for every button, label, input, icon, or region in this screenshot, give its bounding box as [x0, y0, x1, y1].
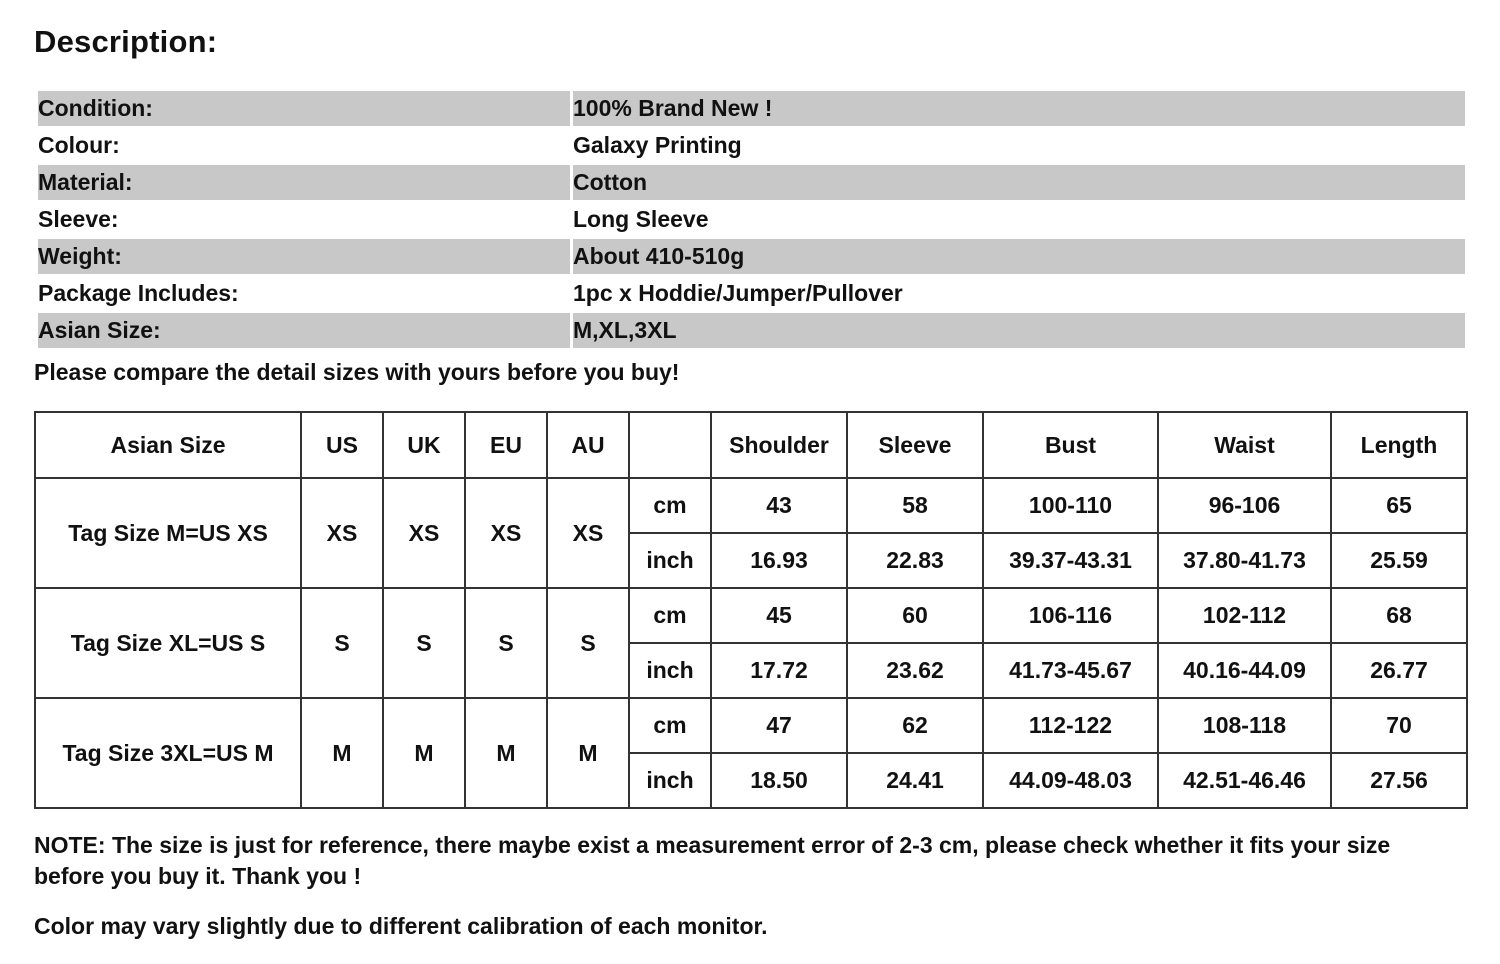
spec-label: Colour: [38, 132, 120, 158]
uk-size-cell: XS [383, 478, 465, 588]
spec-value: 100% Brand New ! [570, 89, 1465, 128]
asian-size-cell: Tag Size XL=US S [35, 588, 301, 698]
page-title: Description: [34, 24, 218, 59]
header-unit [629, 412, 711, 478]
shoulder-cell: 17.72 [711, 643, 847, 698]
spec-label: Condition: [35, 89, 570, 128]
spec-value: M,XL,3XL [570, 311, 1465, 350]
waist-cell: 37.80-41.73 [1158, 533, 1331, 588]
header-asian-size: Asian Size [35, 412, 301, 478]
au-size-cell: M [547, 698, 629, 808]
us-size-cell: M [301, 698, 383, 808]
header-shoulder: Shoulder [711, 412, 847, 478]
size-chart-table [34, 411, 1468, 809]
spec-row-sleeve [35, 202, 1465, 237]
bust-cell: 39.37-43.31 [983, 533, 1158, 588]
header-uk: UK [383, 412, 465, 478]
spec-row-package [35, 276, 1465, 311]
spec-row-colour [35, 128, 1465, 163]
header-au: AU [547, 412, 629, 478]
table-row [35, 588, 1467, 643]
spec-table [35, 89, 1465, 350]
sleeve-cell: 58 [847, 478, 983, 533]
header-sleeve: Sleeve [847, 412, 983, 478]
spec-row-condition [35, 89, 1465, 128]
header-us: US [301, 412, 383, 478]
spec-value: Cotton [570, 163, 1465, 202]
sleeve-cell: 60 [847, 588, 983, 643]
bust-cell: 112-122 [983, 698, 1158, 753]
waist-cell: 102-112 [1158, 588, 1331, 643]
waist-cell: 96-106 [1158, 478, 1331, 533]
length-cell: 68 [1331, 588, 1467, 643]
au-size-cell: S [547, 588, 629, 698]
spec-label: Weight: [35, 237, 570, 276]
length-cell: 27.56 [1331, 753, 1467, 808]
unit-cell: inch [629, 643, 711, 698]
shoulder-cell: 43 [711, 478, 847, 533]
length-cell: 70 [1331, 698, 1467, 753]
compare-instruction: Please compare the detail sizes with yours before you buy! [34, 359, 680, 385]
spec-label: Asian Size: [35, 311, 570, 350]
shoulder-cell: 18.50 [711, 753, 847, 808]
asian-size-cell: Tag Size M=US XS [35, 478, 301, 588]
shoulder-cell: 45 [711, 588, 847, 643]
asian-size-cell: Tag Size 3XL=US M [35, 698, 301, 808]
waist-cell: 42.51-46.46 [1158, 753, 1331, 808]
table-row [35, 698, 1467, 753]
length-cell: 65 [1331, 478, 1467, 533]
eu-size-cell: XS [465, 478, 547, 588]
us-size-cell: S [301, 588, 383, 698]
uk-size-cell: M [383, 698, 465, 808]
bust-cell: 44.09-48.03 [983, 753, 1158, 808]
header-length: Length [1331, 412, 1467, 478]
header-eu: EU [465, 412, 547, 478]
size-table-header [35, 412, 1467, 478]
spec-row-weight [35, 237, 1465, 276]
unit-cell: inch [629, 753, 711, 808]
spec-row-asian-size [35, 311, 1465, 350]
sleeve-cell: 62 [847, 698, 983, 753]
color-disclaimer: Color may vary slightly due to different calibration of each monitor. [34, 913, 768, 939]
sleeve-cell: 22.83 [847, 533, 983, 588]
unit-cell: cm [629, 588, 711, 643]
spec-value: About 410-510g [570, 237, 1465, 276]
sleeve-cell: 23.62 [847, 643, 983, 698]
au-size-cell: XS [547, 478, 629, 588]
unit-cell: inch [629, 533, 711, 588]
spec-value: Long Sleeve [573, 206, 709, 232]
waist-cell: 40.16-44.09 [1158, 643, 1331, 698]
bust-cell: 106-116 [983, 588, 1158, 643]
eu-size-cell: S [465, 588, 547, 698]
unit-cell: cm [629, 478, 711, 533]
spec-label: Material: [35, 163, 570, 202]
spec-row-material [35, 163, 1465, 202]
header-bust: Bust [983, 412, 1158, 478]
sleeve-cell: 24.41 [847, 753, 983, 808]
eu-size-cell: M [465, 698, 547, 808]
table-row [35, 478, 1467, 533]
shoulder-cell: 16.93 [711, 533, 847, 588]
length-cell: 26.77 [1331, 643, 1467, 698]
spec-label: Sleeve: [38, 206, 119, 232]
header-waist: Waist [1158, 412, 1331, 478]
spec-value: 1pc x Hoddie/Jumper/Pullover [573, 280, 903, 306]
uk-size-cell: S [383, 588, 465, 698]
spec-value: Galaxy Printing [573, 132, 742, 158]
us-size-cell: XS [301, 478, 383, 588]
bust-cell: 100-110 [983, 478, 1158, 533]
bust-cell: 41.73-45.67 [983, 643, 1158, 698]
spec-label: Package Includes: [38, 280, 239, 306]
shoulder-cell: 47 [711, 698, 847, 753]
waist-cell: 108-118 [1158, 698, 1331, 753]
unit-cell: cm [629, 698, 711, 753]
size-note: NOTE: The size is just for reference, there maybe exist a measurement error of 2-3 cm, please check whether it fits your size before you buy it. Thank you ! [34, 832, 1391, 889]
length-cell: 25.59 [1331, 533, 1467, 588]
